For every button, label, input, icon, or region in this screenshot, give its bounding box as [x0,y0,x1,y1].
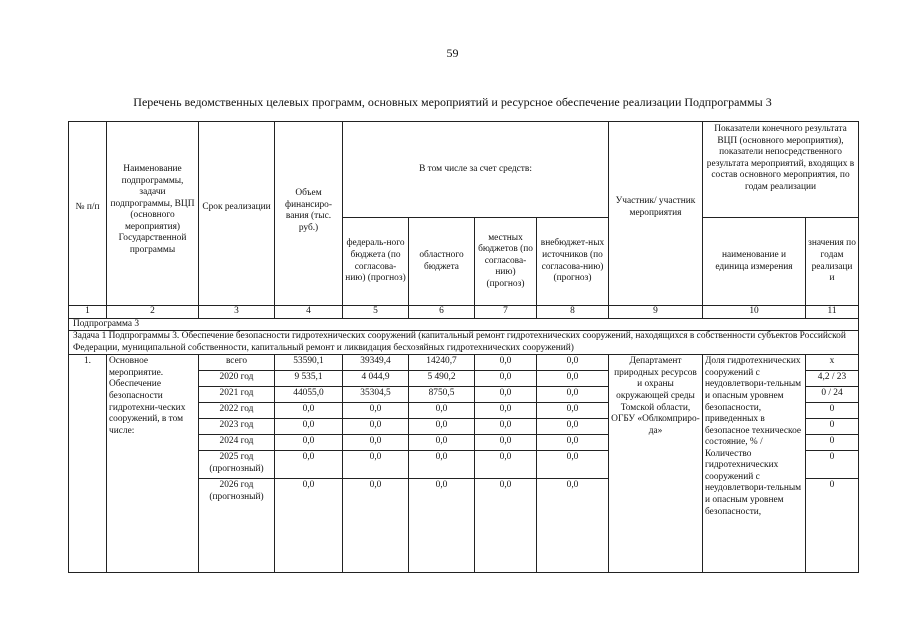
column-number: 4 [275,306,343,319]
column-number: 9 [609,306,703,319]
indicator-value-cell: 0 [806,403,859,419]
header-indicator-values: значения по годам реализаци и [806,218,859,306]
column-number: 8 [537,306,609,319]
header-period: Срок реализации [199,122,275,306]
total-cell: 0,0 [275,479,343,573]
federal-cell: 0,0 [343,479,409,573]
header-indicator-name: наименование и единица измерения [703,218,806,306]
column-number: 3 [199,306,275,319]
extra-cell: 0,0 [537,435,609,451]
header-local: местных бюджетов (по согласова-нию) (прогноз) [475,218,537,306]
subprogram-row: Подпрограмма 3 [69,318,859,331]
federal-cell: 0,0 [343,435,409,451]
indicator-value-cell: 0 [806,451,859,479]
local-cell: 0,0 [475,435,537,451]
period-cell: 2024 год [199,435,275,451]
period-cell: 2025 год (прогнозный) [199,451,275,479]
total-cell: 0,0 [275,435,343,451]
period-cell: 2021 год [199,387,275,403]
page-number: 59 [446,46,459,60]
total-cell: 44055,0 [275,387,343,403]
period-cell: 2023 год [199,419,275,435]
total-cell: 0,0 [275,403,343,419]
extra-cell: 0,0 [537,419,609,435]
period-cell: всего [199,355,275,371]
local-cell: 0,0 [475,371,537,387]
column-number: 1 [69,306,107,319]
regional-cell: 8750,5 [409,387,475,403]
local-cell: 0,0 [475,419,537,435]
extra-cell: 0,0 [537,451,609,479]
column-number: 5 [343,306,409,319]
table-body [69,122,859,573]
column-number: 11 [806,306,859,319]
local-cell: 0,0 [475,387,537,403]
period-cell: 2026 год (прогнозный) [199,479,275,573]
total-cell: 0,0 [275,419,343,435]
indicator-value-cell: 0 / 24 [806,387,859,403]
regional-cell: 0,0 [409,451,475,479]
total-cell: 53590,1 [275,355,343,371]
table-row [69,355,859,371]
column-number: 10 [703,306,806,319]
regional-cell: 0,0 [409,419,475,435]
local-cell: 0,0 [475,403,537,419]
total-cell: 9 535,1 [275,371,343,387]
header-participant: Участник/ участник мероприятия [609,122,703,306]
header-regional: областного бюджета [409,218,475,306]
indicator-value-cell: 4,2 / 23 [806,371,859,387]
header-including: В том числе за счет средств: [343,122,609,218]
program-table [68,121,859,573]
federal-cell: 0,0 [343,451,409,479]
federal-cell: 0,0 [343,403,409,419]
header-name: Наименование подпрограммы, задачи подпрограммы, ВЦП (основного мероприятия) Государственной программы [107,122,199,306]
federal-cell: 0,0 [343,419,409,435]
federal-cell: 4 044,9 [343,371,409,387]
extra-cell: 0,0 [537,387,609,403]
federal-cell: 35304,5 [343,387,409,403]
participant-cell: Департамент природных ресурсов и охраны окружающей среды Томской области, ОГБУ «Облкомприро-да» [609,355,703,573]
extra-cell: 0,0 [537,355,609,371]
regional-cell: 5 490,2 [409,371,475,387]
header-num: № п/п [69,122,107,306]
column-number: 6 [409,306,475,319]
extra-cell: 0,0 [537,479,609,573]
indicator-value-cell: 0 [806,435,859,451]
local-cell: 0,0 [475,355,537,371]
regional-cell: 0,0 [409,435,475,451]
federal-cell: 39349,4 [343,355,409,371]
header-extra: внебюджет-ных источников (по согласова-нию) (прогноз) [537,218,609,306]
task-row: Задача 1 Подпрограммы 3. Обеспечение безопасности гидротехнических сооружений (капитальный ремонт гидротехнических сооружений, находящихся в собственности субъектов Российской Федерации, муниципальной собственности, капитальный ремонт и ликвидация бесхозяйных гидротехнических сооружений) [69,331,859,355]
column-number: 2 [107,306,199,319]
indicator-value-cell: х [806,355,859,371]
indicator-name-cell: Доля гидротехнических сооружений с неудовлетвори-тельным и опасным уровнем безопасности, приведенных в безопасное техническое состояние, % / Количество гидротехнических сооружений с неудовлетвори-тельным и опасным уровнем безопасности, [703,355,806,573]
regional-cell: 14240,7 [409,355,475,371]
activity-number: 1. [69,355,107,573]
header-indicators: Показатели конечного результата ВЦП (основного мероприятия), показатели непосредственного результата мероприятий, входящих в состав основного мероприятия, по годам реализации [703,122,859,218]
indicator-value-cell: 0 [806,419,859,435]
extra-cell: 0,0 [537,403,609,419]
activity-name: Основное мероприятие. Обеспечение безопасности гидротехни-ческих сооружений, в том числе: [107,355,199,573]
extra-cell: 0,0 [537,371,609,387]
local-cell: 0,0 [475,451,537,479]
period-cell: 2020 год [199,371,275,387]
column-number: 7 [475,306,537,319]
indicator-value-cell: 0 [806,479,859,573]
header-federal: федераль-ного бюджета (по согласова-нию) (прогноз) [343,218,409,306]
period-cell: 2022 год [199,403,275,419]
document-title: Перечень ведомственных целевых программ, основных мероприятий и ресурсное обеспечение реализации Подпрограммы 3 [133,95,772,109]
header-volume: Объем финансиро-вания (тыс. руб.) [275,122,343,306]
regional-cell: 0,0 [409,403,475,419]
regional-cell: 0,0 [409,479,475,573]
total-cell: 0,0 [275,451,343,479]
local-cell: 0,0 [475,479,537,573]
column-numbers-row [69,306,859,319]
